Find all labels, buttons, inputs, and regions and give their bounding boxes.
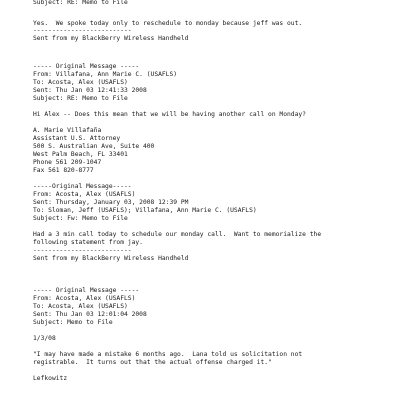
header-sent: Sent: Thursday, January 03, 2008 12:39 PM	[33, 199, 189, 206]
header-from: From: Acosta, Alex (USAFLS)	[33, 191, 136, 198]
signature-city: West Palm Beach, FL 33401	[33, 151, 128, 158]
header-from: From: Acosta, Alex (USAFLS)	[33, 295, 136, 302]
original-message-divider: ----- Original Message -----	[33, 287, 140, 294]
header-subject: Subject: Memo to File	[33, 319, 113, 326]
signature-name: A. Marie Villafaña	[33, 127, 102, 134]
header-to: To: Acosta, Alex (USAFLS)	[33, 79, 128, 86]
header-to: To: Sloman, Jeff (USAFLS); Villafana, Ann Marie C. (USAFLS)	[33, 207, 257, 214]
header-sent: Sent: Thu Jan 03 12:41:33 2008	[33, 87, 147, 94]
memo-quote-line-1: "I may have made a mistake 6 months ago. Lana told us solicitation not	[33, 351, 303, 358]
original-message-divider: ----- Original Message -----	[33, 63, 140, 70]
memo-date: 1/3/08	[33, 335, 56, 342]
signature-phone: Phone 561 209-1047	[33, 159, 102, 166]
message-body-line-1: Had a 3 min call today to schedule our monday call. Want to memorialize the	[33, 231, 322, 238]
message-body-line-2: following statement from jay.	[33, 239, 143, 246]
message-body: Hi Alex -- Does this mean that we will be having another call on Monday?	[33, 111, 306, 118]
reply-body: Yes. We spoke today only to reschedule to monday because jeff was out.	[33, 20, 303, 27]
separator-line: --------------------------	[33, 27, 132, 34]
header-subject: Subject: RE: Memo to File	[33, 95, 128, 102]
header-subject: Subject: Fw: Memo to File	[33, 215, 128, 222]
blackberry-signature: Sent from my BlackBerry Wireless Handheld	[33, 35, 189, 42]
signature-address: 500 S. Australian Ave, Suite 400	[33, 143, 155, 150]
separator-line: --------------------------	[33, 247, 132, 254]
header-to: To: Acosta, Alex (USAFLS)	[33, 303, 128, 310]
original-message-divider: -----Original Message-----	[33, 183, 132, 190]
signature-fax: Fax 561 820-8777	[33, 167, 94, 174]
header-sent: Sent: Thu Jan 03 12:01:04 2008	[33, 311, 147, 318]
header-subject-top: Subject: RE: Memo to File	[33, 0, 128, 6]
blackberry-signature: Sent from my BlackBerry Wireless Handheld	[33, 255, 189, 262]
header-from: From: Villafana, Ann Marie C. (USAFLS)	[33, 71, 178, 78]
memo-quote-line-2: registrable. It turns out that the actual offense charged it."	[33, 359, 272, 366]
memo-attribution: Lefkowitz	[33, 375, 68, 382]
signature-title: Assistant U.S. Attorney	[33, 135, 121, 142]
